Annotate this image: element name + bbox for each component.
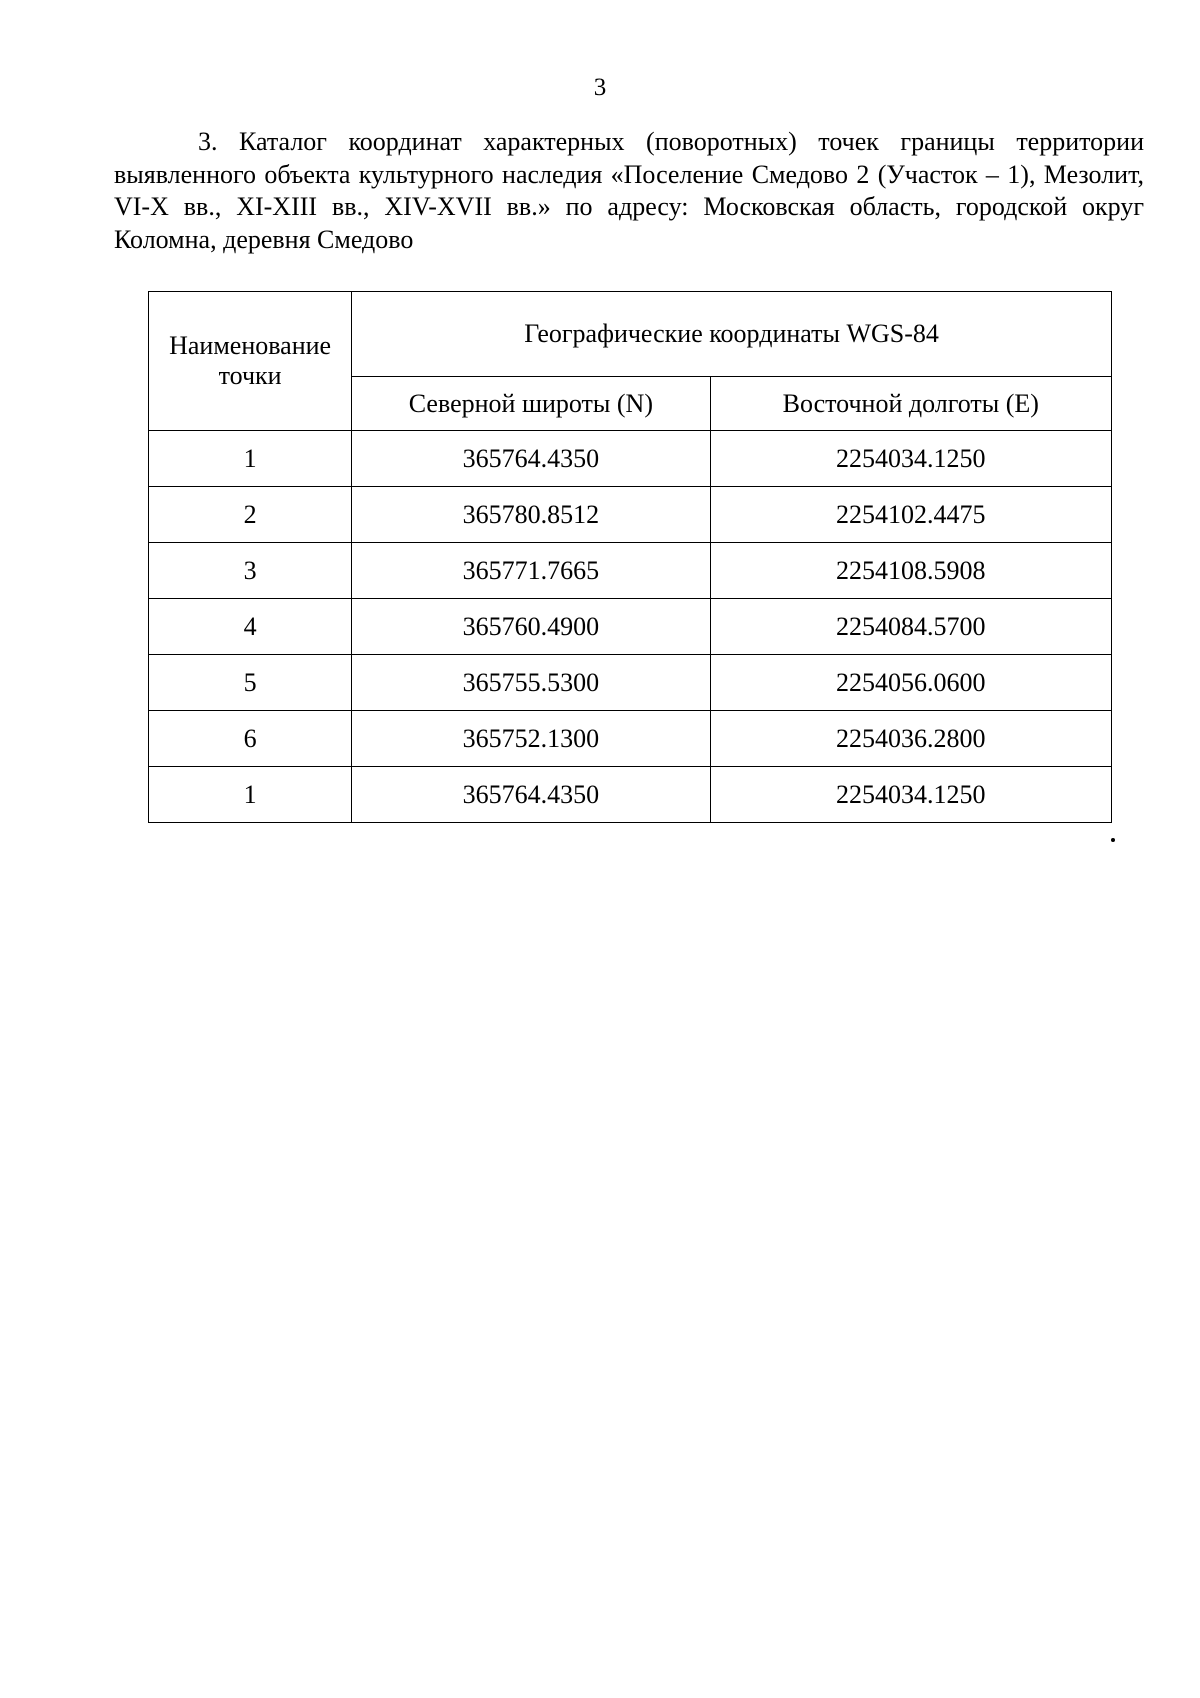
trailing-period-mark [1111,838,1115,842]
catalog-description-paragraph: 3. Каталог координат характерных (поворотных) точек границы территории выявленного объекта культурного наследия «Поселение Смедово 2 (Участок – 1), Мезолит, VI-X вв., XI-XIII вв., XIV-XVII вв.» по адресу: Московская область, городской округ Коломна, деревня Смедово [114,127,1144,254]
latitude-cell: 365760.4900 [352,599,710,655]
table-row [149,655,1112,711]
longitude-cell: 2254102.4475 [710,487,1111,543]
page-number: 3 [593,74,607,101]
table-row [149,431,1112,487]
north-latitude-column-header: Северной широты (N) [352,377,710,431]
point-name-cell: 3 [149,543,352,599]
point-name-cell: 1 [149,767,352,823]
longitude-cell: 2254108.5908 [710,543,1111,599]
longitude-cell: 2254034.1250 [710,767,1111,823]
latitude-cell: 365764.4350 [352,767,710,823]
point-name-cell: 2 [149,487,352,543]
longitude-cell: 2254036.2800 [710,711,1111,767]
latitude-cell: 365755.5300 [352,655,710,711]
point-name-column-header: Наименование точки [149,292,352,431]
coordinates-table [148,291,1112,823]
table-row [149,543,1112,599]
point-name-cell: 6 [149,711,352,767]
point-name-cell: 5 [149,655,352,711]
table-row [149,767,1112,823]
wgs84-coordinates-group-header: Географические координаты WGS-84 [352,292,1112,377]
longitude-cell: 2254034.1250 [710,431,1111,487]
latitude-cell: 365764.4350 [352,431,710,487]
table-row [149,711,1112,767]
latitude-cell: 365771.7665 [352,543,710,599]
latitude-cell: 365752.1300 [352,711,710,767]
point-name-cell: 4 [149,599,352,655]
longitude-cell: 2254056.0600 [710,655,1111,711]
point-name-cell: 1 [149,431,352,487]
east-longitude-column-header: Восточной долготы (E) [710,377,1111,431]
longitude-cell: 2254084.5700 [710,599,1111,655]
table-row [149,487,1112,543]
latitude-cell: 365780.8512 [352,487,710,543]
table-row [149,599,1112,655]
